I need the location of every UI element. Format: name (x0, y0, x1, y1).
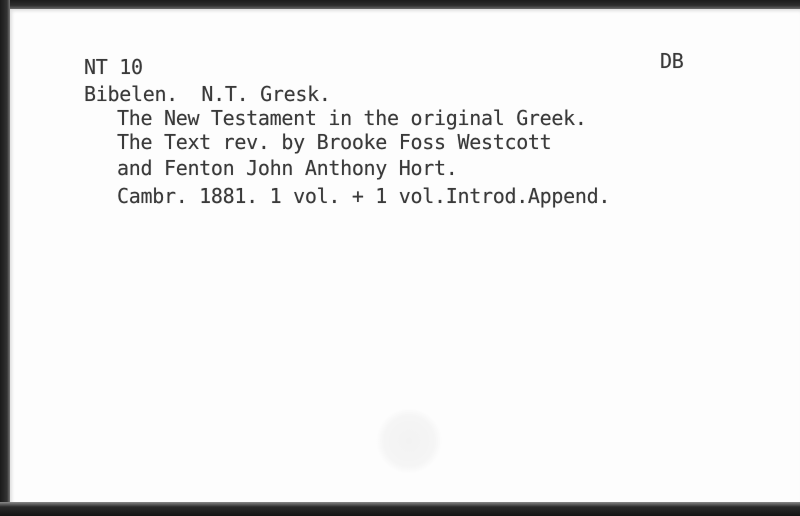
title-line-3: and Fenton John Anthony Hort. (117, 156, 458, 180)
title-line-1: The New Testament in the original Greek. (117, 106, 587, 130)
scan-edge-top (0, 0, 800, 9)
scan-edge-bottom (0, 502, 800, 516)
imprint-line: Cambr. 1881. 1 vol. + 1 vol.Introd.Append. (117, 184, 611, 208)
location-code: DB (660, 49, 684, 73)
subject-heading: Bibelen. N.T. Gresk. (84, 82, 331, 106)
scan-edge-left (0, 0, 10, 516)
title-line-2: The Text rev. by Brooke Foss Westcott (117, 130, 552, 154)
call-number: NT 10 (84, 55, 143, 79)
paper-smudge (376, 409, 442, 473)
